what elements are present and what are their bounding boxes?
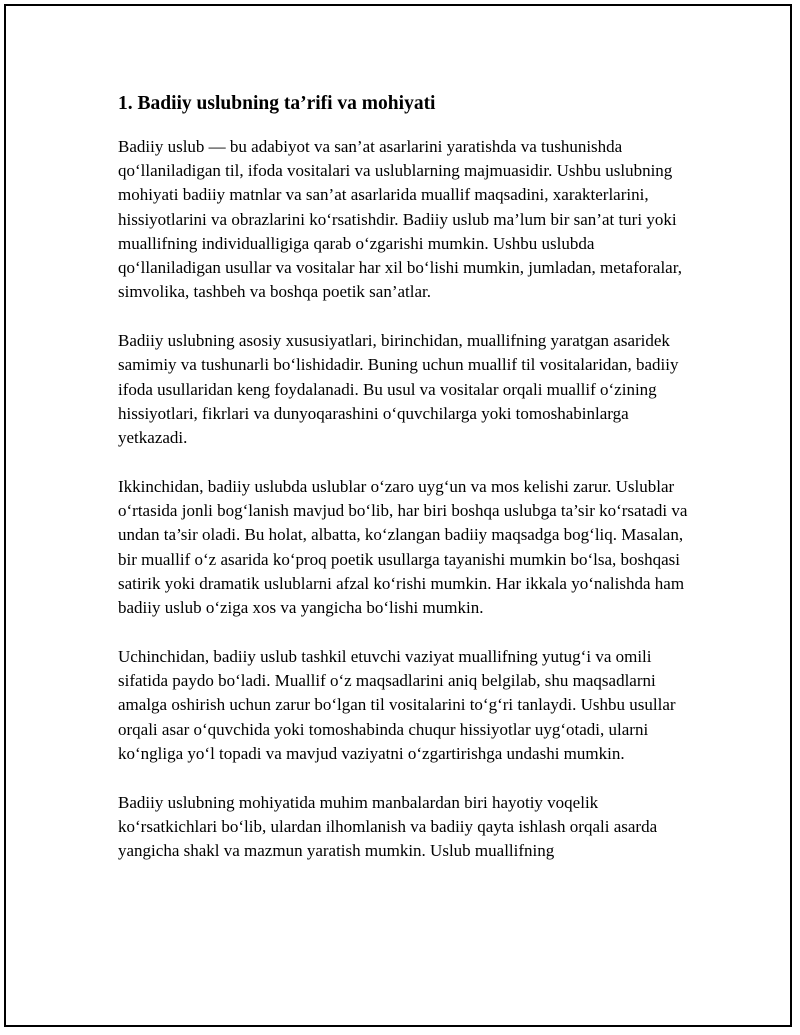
section-heading: 1. Badiiy uslubning ta’rifi va mohiyati: [118, 93, 436, 114]
paragraph-3: Ikkinchidan, badiiy uslubda uslublar o‘zaro uyg‘un va mos kelishi zarur. Uslublar o‘rtasida jonli bog‘lanish mavjud bo‘lib, har biri boshqa uslubga ta’sir ko‘rsatadi va undan ta’sir oladi. Bu holat, albatta, ko‘zlangan badiiy maqsadga bog‘liq. Masalan, bir muallif o‘z asarida ko‘proq poetik usullarga tayanishi mumkin bo‘lsa, boshqasi satirik yoki dramatik uslublarni afzal ko‘rishi mumkin. Har ikkala yo‘nalishda ham badiiy uslub o‘ziga xos va yangicha bo‘lishi mumkin.: [118, 477, 688, 618]
paragraph-2: Badiiy uslubning asosiy xususiyatlari, birinchidan, muallifning yaratgan asaridek samimiy va tushunarli bo‘lishidadir. Buning uchun muallif til vositalaridan, badiiy ifoda usullaridan keng foydalanadi. Bu usul va vositalar orqali muallif o‘zining hissiyotlari, fikrlari va dunyoqarashini o‘quvchilarga yoki tomoshabinlarga yetkazadi.: [118, 331, 679, 448]
paragraph-1: Badiiy uslub — bu adabiyot va san’at asarlarini yaratishda va tushunishda qo‘llaniladigan til, ifoda vositalari va uslublarning majmuasidir. Ushbu uslubning mohiyati badiiy matnlar va san’at asarlarida muallif maqsadini, xarakterlarini, hissiyotlarini va obrazlarini ko‘rsatishdir. Badiiy uslub ma’lum bir san’at turi yoki muallifning individualligiga qarab o‘zgarishi mumkin. Ushbu uslubda qo‘llaniladigan usullar va vositalar har xil bo‘lishi mumkin, jumladan, metaforalar, simvolika, tashbeh va boshqa poetik san’atlar.: [118, 137, 682, 302]
document-body: [118, 90, 693, 888]
paragraph-4: Uchinchidan, badiiy uslub tashkil etuvchi vaziyat muallifning yutug‘i va omili sifatida paydo bo‘ladi. Muallif o‘z maqsadlarini aniq belgilab, shu maqsadlarni amalga oshirish uchun zarur bo‘lgan til vositalarini to‘g‘ri tanlaydi. Ushbu usullar orqali asar o‘quvchida yoki tomoshabinda chuqur hissiyotlar uyg‘otadi, ularni ko‘ngliga yo‘l topadi va mavjud vaziyatni o‘zgartirishga undashi mumkin.: [118, 647, 676, 763]
paragraph-5: Badiiy uslubning mohiyatida muhim manbalardan biri hayotiy voqelik ko‘rsatkichlari bo‘lib, ulardan ilhomlanish va badiiy qayta ishlash orqali asarda yangicha shakl va mazmun yaratish mumkin. Uslub muallifning: [118, 792, 658, 861]
